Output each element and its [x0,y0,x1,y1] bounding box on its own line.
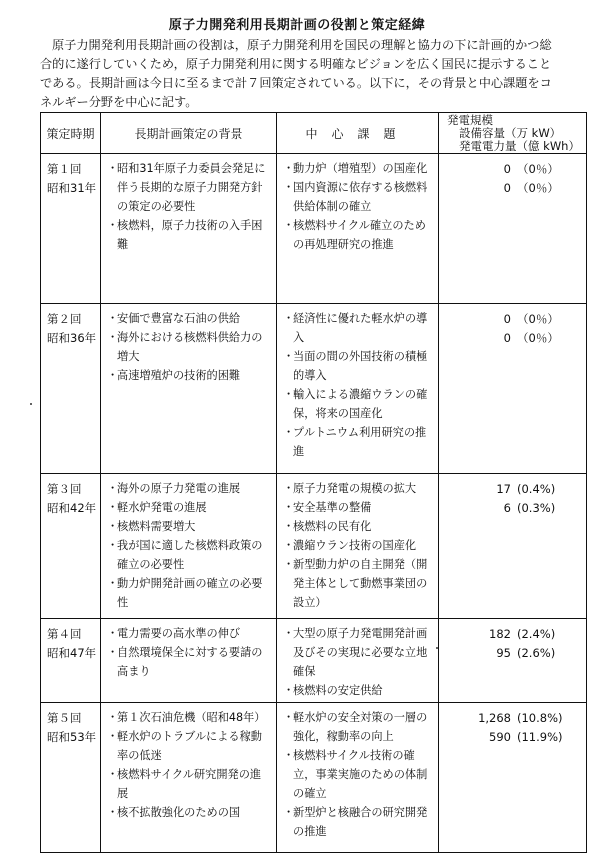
capacity-percent: （0％） [517,181,559,195]
capacity-cell [439,703,587,853]
installed-capacity [439,160,586,179]
generated-energy [439,179,586,198]
capacity-value: 0 [503,312,511,326]
background-cell [101,154,277,304]
period-era: 昭和47年 [47,646,97,660]
capacity-percent: (0.3%) [517,501,556,515]
background-item: ・ 自然環境保全に対する要請の高まり [107,643,272,681]
background-list [107,708,272,822]
background-item: ・ 軽水炉発電の進展 [107,498,272,517]
period-era: 昭和36年 [47,331,97,345]
topic-list [283,309,434,461]
capacity-percent: (0.4%) [517,482,556,496]
topic-item: ・ 輸入による濃縮ウランの確保，将来の国産化 [283,385,434,423]
installed-capacity [439,625,586,644]
period-number: 第２回 [47,312,82,326]
header-capacity-generated: 発電電力量（億 kWh） [459,138,580,153]
background-item: ・ 昭和31年原子力委員会発足に伴う長期的な原子力開発方針の策定の必要性 [107,159,272,216]
background-cell [101,304,277,474]
topic-list [283,708,434,841]
background-list [107,624,272,681]
background-item: ・ 第１次石油危機（昭和48年） [107,708,272,727]
background-list [107,309,272,385]
scan-dot [436,647,438,649]
generated-energy [439,499,586,518]
period-number: 第３回 [47,482,82,496]
capacity-cell [439,474,587,619]
capacity-value: 0 [503,162,511,176]
topic-item: ・ 動力炉（増殖型）の国産化 [283,159,434,178]
period-era: 昭和53年 [47,730,97,744]
period-cell [41,474,101,619]
period-cell [41,703,101,853]
background-item: ・ 核燃料サイクル研究開発の進展 [107,765,272,803]
installed-capacity [439,310,586,329]
capacity-value: 0 [503,331,511,345]
background-item: ・ 高速増殖炉の技術的困難 [107,366,272,385]
topic-item: ・ プルトニウム利用研究の推進 [283,423,434,461]
header-background: 長期計画策定の背景 [101,113,277,154]
topic-cell [277,304,439,474]
background-cell [101,703,277,853]
capacity-value: 0 [503,181,511,195]
capacity-percent: (2.4%) [517,627,556,641]
background-list [107,479,272,612]
background-item: ・ 動力炉開発計画の確立の必要性 [107,574,272,612]
capacity-percent: (2.6%) [517,646,556,660]
capacity-percent: （0％） [517,162,559,176]
background-item: ・ 核燃料需要増大 [107,517,272,536]
generated-energy [439,644,586,663]
topic-list [283,479,434,612]
background-item: ・ 電力需要の高水準の伸び [107,624,272,643]
capacity-percent: （0％） [517,331,559,345]
topic-item: ・ 濃縮ウラン技術の国産化 [283,536,434,555]
period-number: 第１回 [47,162,82,176]
generated-energy [439,329,586,348]
header-capacity-title: 発電規模 [447,112,493,127]
table-row [41,154,587,304]
background-item: ・ 海外の原子力発電の進展 [107,479,272,498]
table-row [41,474,587,619]
capacity-value: 17 [496,482,511,496]
topic-item: ・ 新型炉と核融合の研究開発の推進 [283,803,434,841]
topic-cell [277,619,439,703]
period-cell [41,304,101,474]
header-capacity-installed: 設備容量（万 kW） [459,125,562,140]
background-item: ・ 安価で豊富な石油の供給 [107,309,272,328]
installed-capacity [439,709,586,728]
period-era: 昭和31年 [47,181,97,195]
installed-capacity [439,480,586,499]
generated-energy [439,728,586,747]
capacity-percent: (10.8%) [517,711,563,725]
long-term-plan-table [40,112,587,853]
topic-item: ・ 新型動力炉の自主開発（開発主体として動燃事業団の設立） [283,555,434,612]
topic-item: ・ 核燃料サイクル技術の確立，事業実施のための体制の確立 [283,746,434,803]
background-item: ・ 我が国に適した核燃料政策の確立の必要性 [107,536,272,574]
background-item: ・ 核不拡散強化のための国 [107,803,272,822]
header-topics [277,113,439,154]
capacity-cell [439,154,587,304]
period-number: 第４回 [47,627,82,641]
topic-item: ・ 大型の原子力発電開発計画及びその実現に必要な立地確保 [283,624,434,681]
topic-cell [277,703,439,853]
topic-item: ・ 安全基準の整備 [283,498,434,517]
period-cell [41,619,101,703]
intro-paragraph [40,36,592,112]
capacity-cell [439,304,587,474]
topic-item: ・ 核燃料の民有化 [283,517,434,536]
capacity-value: 6 [503,501,511,515]
topic-cell [277,154,439,304]
intro-line: ネルギー分野を中心に記す。 [40,95,198,109]
background-cell [101,474,277,619]
topic-cell [277,474,439,619]
topic-item: ・ 原子力発電の規模の拡大 [283,479,434,498]
topic-list [283,624,434,700]
topic-item: ・ 経済性に優れた軽水炉の導入 [283,309,434,347]
topic-item: ・ 当面の間の外国技術の積極的導入 [283,347,434,385]
capacity-cell [439,619,587,703]
table-header-row [41,113,587,154]
capacity-percent: (11.9%) [517,730,563,744]
header-capacity [439,113,587,154]
header-period: 策定時期 [41,113,101,154]
background-list [107,159,272,254]
background-item: ・ 軽水炉のトラブルによる稼動率の低迷 [107,727,272,765]
period-cell [41,154,101,304]
intro-line: 原子力開発利用長期計画の役割は，原子力開発利用を国民の理解と協力の下に計画的かつ総 [52,38,552,52]
topic-item: ・ 核燃料サイクル確立のための再処理研究の推進 [283,216,434,254]
table-row [41,703,587,853]
intro-line: 合的に遂行していくため，原子力開発利用に関する明確なビジョンを広く国民に提示すること [40,57,552,71]
intro-line: である。長期計画は今日に至るまで計７回策定されている。以下に，その背景と中心課題をコ [40,76,552,90]
capacity-value: 1,268 [478,711,511,725]
period-era: 昭和42年 [47,501,97,515]
topic-list [283,159,434,254]
table-row [41,304,587,474]
capacity-value: 182 [489,627,511,641]
topic-item: ・ 軽水炉の安全対策の一層の強化，稼動率の向上 [283,708,434,746]
background-cell [101,619,277,703]
topic-item: ・ 核燃料の安定供給 [283,681,434,700]
table-row [41,619,587,703]
header-topics-label: 中心課題 [305,126,410,141]
capacity-value: 590 [489,730,511,744]
capacity-percent: （0％） [517,312,559,326]
scan-dot [30,403,32,405]
document-title: 原子力開発利用長期計画の役割と策定経緯 [168,18,426,33]
topic-item: ・ 国内資源に依存する核燃料供給体制の確立 [283,178,434,216]
background-item: ・ 核燃料，原子力技術の入手困難 [107,216,272,254]
background-item: ・ 海外における核燃料供給力の増大 [107,328,272,366]
capacity-value: 95 [496,646,511,660]
period-number: 第５回 [47,711,82,725]
